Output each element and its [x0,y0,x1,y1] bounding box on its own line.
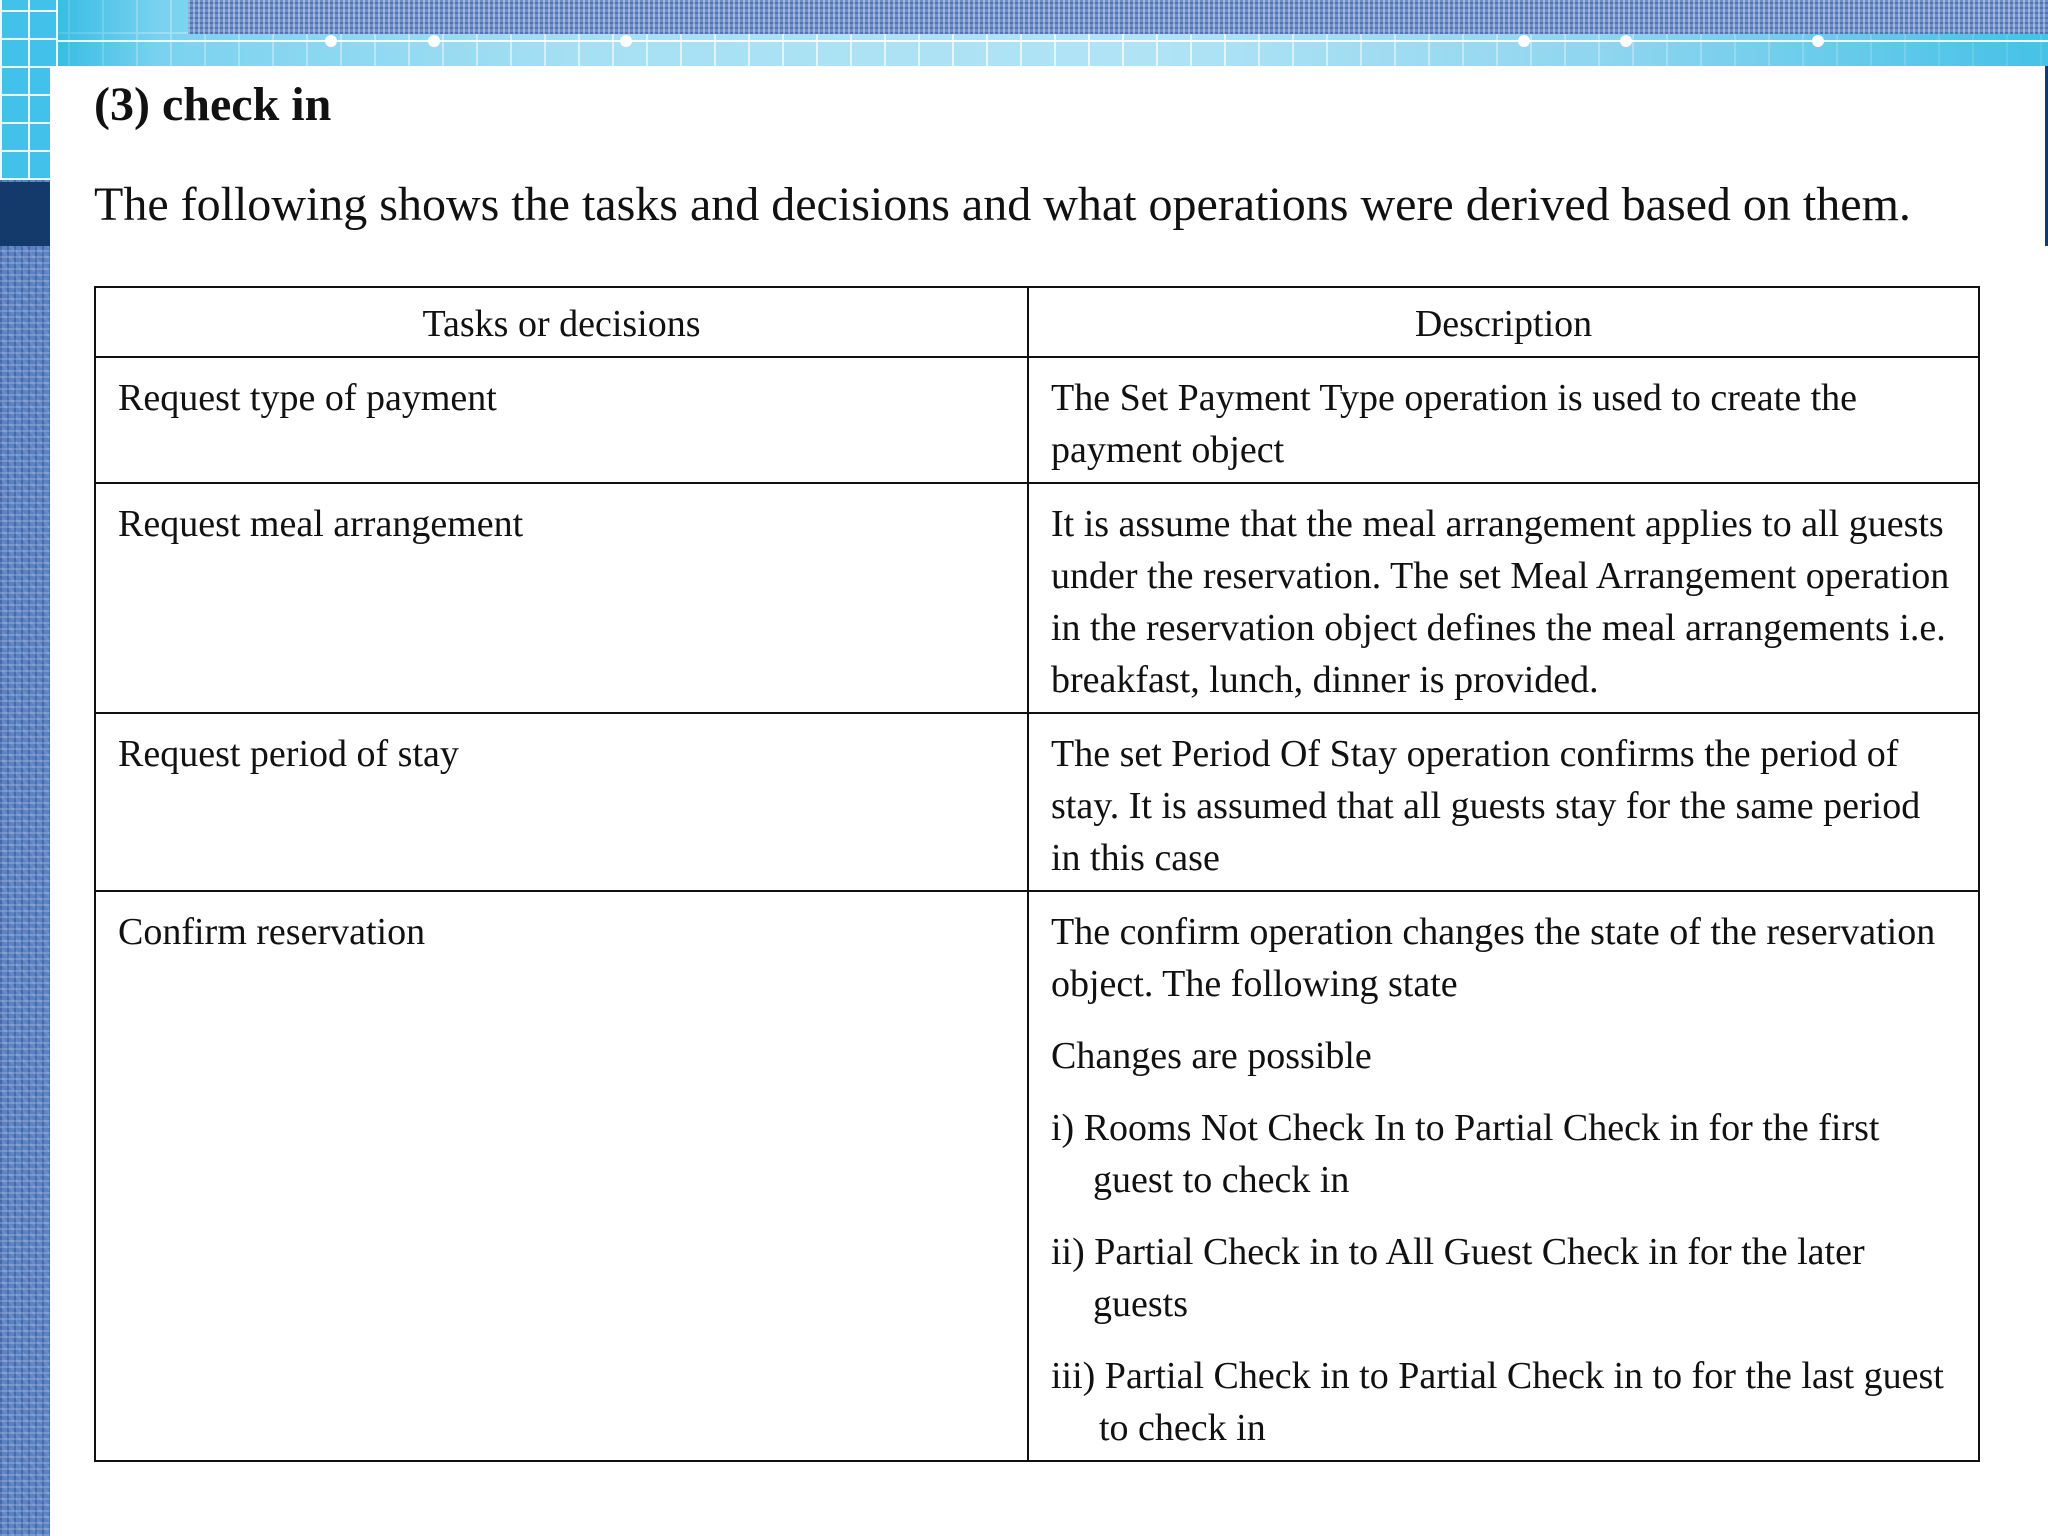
table-row [95,713,1979,891]
decorative-dot [1812,35,1824,47]
table-row [95,357,1979,483]
task-cell: Request period of stay [95,713,1028,891]
decorative-dot [1518,35,1530,47]
task-cell: Confirm reservation [95,891,1028,1461]
state-change-item: ii) Partial Check in to All Guest Check in for the later guests [1050,1231,1865,1325]
slide-page [50,66,2048,1536]
description-cell [1028,891,1979,1461]
decorative-dot [325,35,337,47]
decorative-dot [428,35,440,47]
description-cell: The Set Payment Type operation is used to create the payment object [1028,357,1979,483]
slide-heading: (3) check in [94,78,332,131]
decorative-top-pattern [188,0,2048,34]
decorative-dot-line [0,40,2048,42]
decorative-dot [1620,35,1632,47]
table-row [95,483,1979,713]
state-change-item: i) Rooms Not Check In to Partial Check in for the first guest to check in [1050,1107,1880,1201]
task-cell: Request meal arrangement [95,483,1028,713]
header-description: Description [1028,287,1979,357]
description-paragraph: The confirm operation changes the state of the reservation object. The following state [1050,911,1936,1005]
header-tasks-or-decisions: Tasks or decisions [95,287,1028,357]
operations-table [94,286,1980,1462]
decorative-dot [620,35,632,47]
decorative-left-block [0,182,50,246]
description-paragraph: Changes are possible [1050,1035,1372,1077]
state-change-item: iii) Partial Check in to Partial Check in to for the last guest to check in [1050,1355,1944,1449]
task-cell: Request type of payment [95,357,1028,483]
description-cell: It is assume that the meal arrangement applies to all guests under the reservation. The set Meal Arrangement operation in the reservation object defines the meal arrangements i.e. breakfast, lunch, dinner is provided. [1028,483,1979,713]
table-header-row [95,287,1979,357]
slide-intro-text: The following shows the tasks and decisions and what operations were derived based on them. [94,178,1911,231]
table-row [95,891,1979,1461]
description-cell: The set Period Of Stay operation confirms the period of stay. It is assumed that all guests stay for the same period in this case [1028,713,1979,891]
